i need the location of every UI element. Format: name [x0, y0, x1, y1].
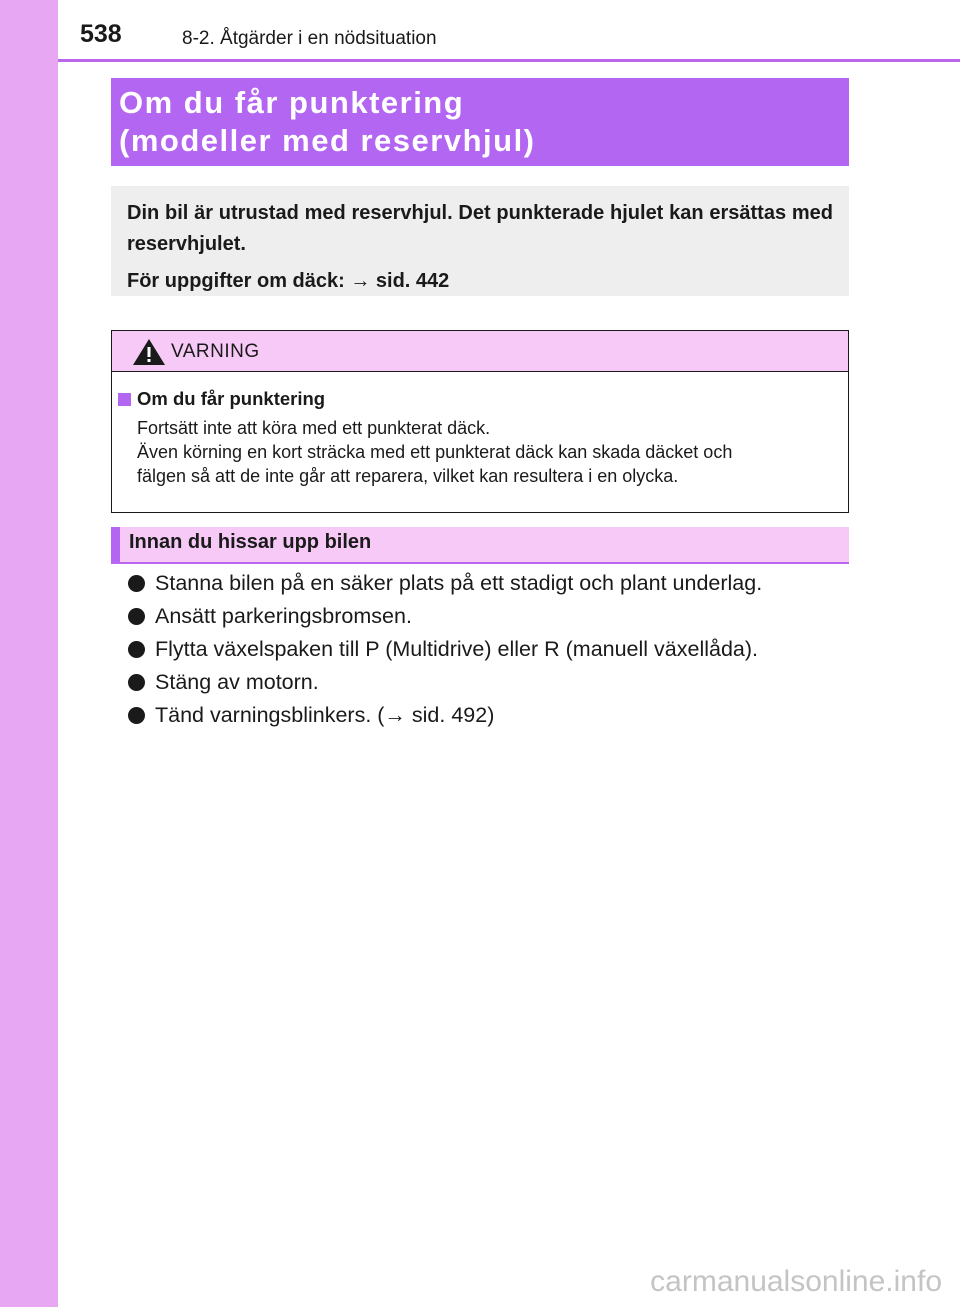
- warning-heading: [118, 388, 834, 410]
- warning-header: [112, 331, 848, 372]
- page-title-line-1: Om du får punktering: [119, 85, 465, 120]
- list-item-text: Flytta växelspaken till P (Multidrive) eller R (manuell växellåda).: [155, 637, 759, 661]
- warning-text: [137, 416, 834, 488]
- intro-box: [111, 186, 849, 296]
- bullet-icon: [128, 641, 145, 658]
- warning-line: Fortsätt inte att köra med ett punkterat däck.: [137, 418, 491, 438]
- steps-list: [128, 567, 762, 732]
- page-title: [111, 78, 849, 166]
- tire-info-reference: För uppgifter om däck: → sid. 442: [127, 270, 450, 292]
- page-title-line-2: (modeller med reservhjul): [119, 123, 536, 158]
- bullet-icon: [128, 707, 145, 724]
- warning-body: [112, 372, 848, 488]
- subheading-accent-bar: [111, 527, 120, 562]
- square-bullet-icon: [118, 393, 131, 406]
- warning-heading-text: Om du får punktering: [137, 388, 326, 409]
- header-divider: [58, 59, 960, 62]
- intro-text: Din bil är utrustad med reservhjul. Det punkterade hjulet kan ersättas med reservhjulet.: [127, 202, 833, 255]
- warning-line: fälgen så att de inte går att reparera, vilket kan resultera i en olycka.: [137, 466, 679, 486]
- side-band: [0, 0, 58, 1307]
- list-item: [128, 567, 762, 600]
- list-item-text: Tänd varningsblinkers. (→ sid. 492): [155, 703, 495, 727]
- watermark: carmanualsonline.info: [650, 1265, 942, 1298]
- warning-triangle-icon: [132, 338, 166, 366]
- list-item: [128, 633, 762, 666]
- subheading: [111, 527, 849, 564]
- list-item: [128, 600, 762, 633]
- bullet-icon: [128, 575, 145, 592]
- page-number: 538: [80, 20, 122, 48]
- list-item: [128, 666, 762, 699]
- bullet-icon: [128, 608, 145, 625]
- list-item: [128, 699, 762, 732]
- warning-line: Även körning en kort sträcka med ett punkterat däck kan skada däcket och: [137, 442, 733, 462]
- bullet-icon: [128, 674, 145, 691]
- warning-box: [111, 330, 849, 513]
- list-item-text: Stanna bilen på en säker plats på ett stadigt och plant underlag.: [155, 571, 763, 595]
- subheading-text: Innan du hissar upp bilen: [129, 531, 372, 553]
- list-item-text: Ansätt parkeringsbromsen.: [155, 604, 412, 628]
- warning-label: VARNING: [171, 341, 260, 362]
- section-title: 8-2. Åtgärder i en nödsituation: [182, 28, 437, 49]
- list-item-text: Stäng av motorn.: [155, 670, 319, 694]
